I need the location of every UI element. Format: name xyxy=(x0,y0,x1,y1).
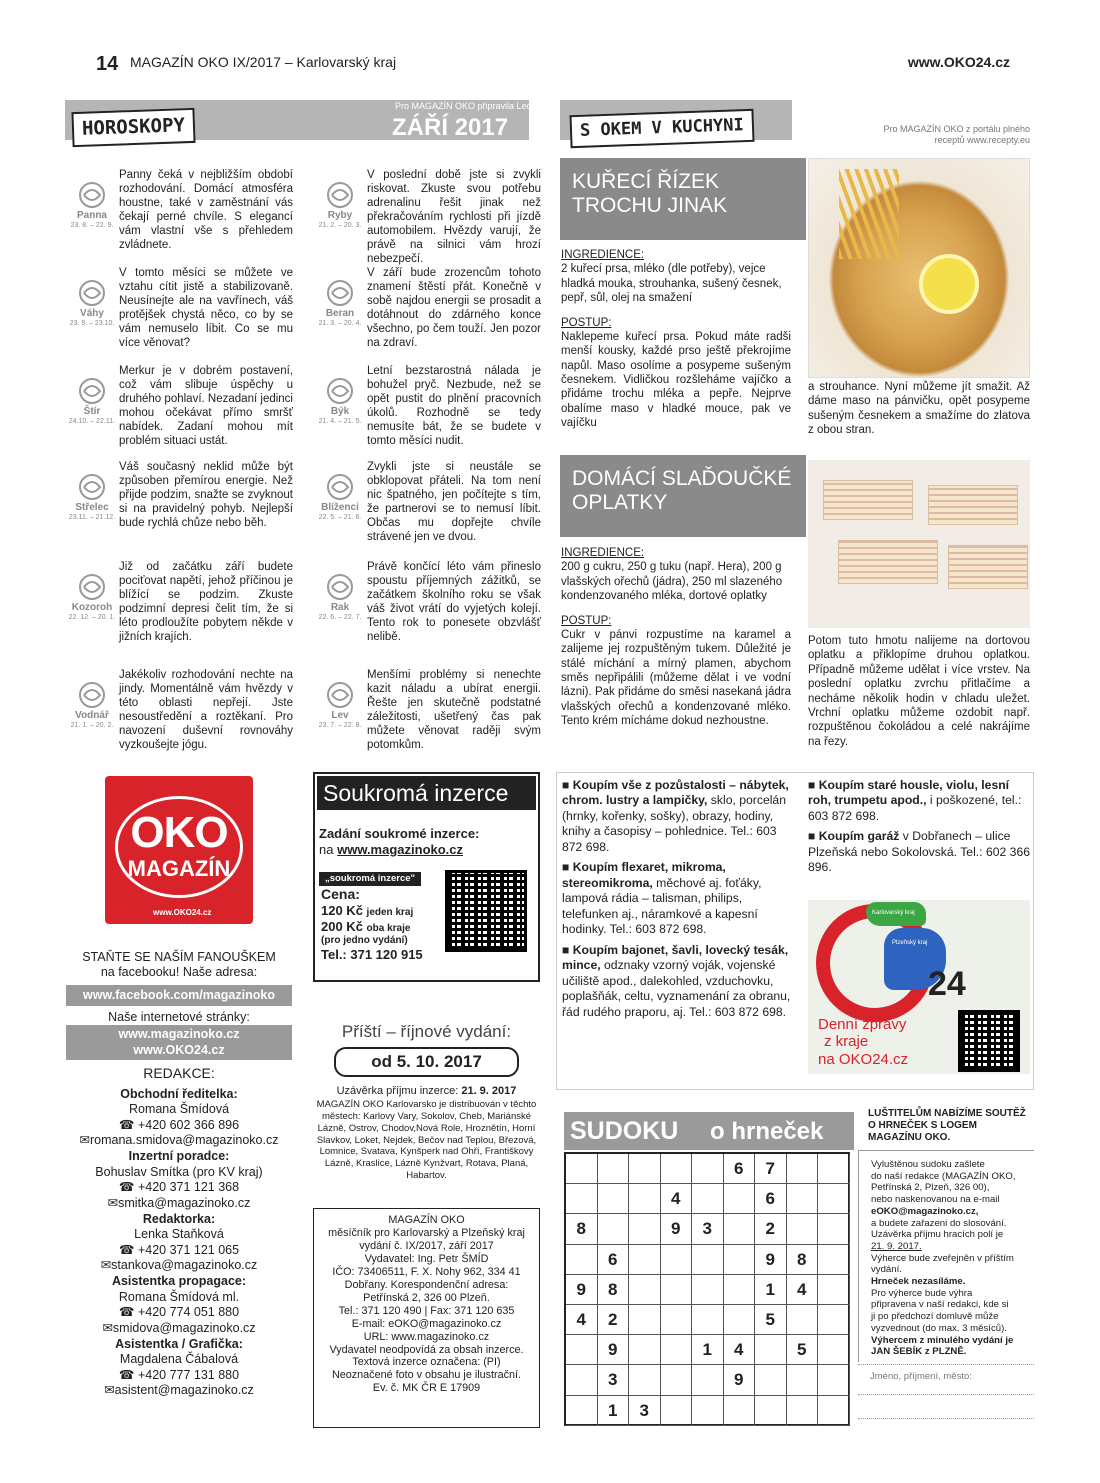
sudoku-cell[interactable] xyxy=(818,1335,850,1365)
sudoku-name-line xyxy=(858,1418,1034,1419)
sudoku-cell[interactable] xyxy=(629,1365,661,1395)
sudoku-info-line: vyzvednout (do max. 3 měsíců). xyxy=(871,1322,1007,1334)
ads-price2-note: oba kraje xyxy=(366,922,411,934)
recipe2-procedure-label: POSTUP: xyxy=(561,614,612,627)
zodiac-icon xyxy=(313,278,367,308)
zodiac-icon xyxy=(65,278,119,308)
zodiac-name: Vodnář xyxy=(75,710,109,721)
sudoku-cell[interactable] xyxy=(818,1214,850,1244)
ads-price1-note: jeden kraj xyxy=(366,906,414,918)
sudoku-name-field[interactable]: Jméno, příjmení, město: xyxy=(858,1364,1034,1383)
sudoku-cell[interactable] xyxy=(629,1214,661,1244)
sudoku-cell[interactable]: 8 xyxy=(598,1275,630,1305)
recipe2-ingredients: 200 g cukru, 250 g tuku (např. Hera), 200 g vlašských ořechů (jádra), 250 ml slazeného kondenzovaného mléka, dortové oplatky xyxy=(561,561,783,603)
ads-price1: 120 Kč xyxy=(321,902,363,918)
sudoku-winner: Výhercem z minulého vydání je JAN ŠEBÍK z PLZNĚ. xyxy=(871,1334,1014,1358)
horoscope-text: Merkur je v dobrém postavení, což vám slibuje úspěchy u druhého pohlaví. Nezadaní jedinci mohou očekávat přímo smršť nabídek. Zadaní mohou mít problém situaci ustát. xyxy=(119,365,293,448)
sudoku-cell[interactable]: 4 xyxy=(661,1184,693,1214)
zodiac-dates: 22. 5. – 21. 6. xyxy=(318,514,362,522)
zodiac-icon xyxy=(313,180,367,210)
ad-4-text: i poškozené, tel.: 603 872 698. xyxy=(808,793,1022,823)
recipe1-procedure-cont: a strouhance. Nyní můžeme jít smažit. Až dáme maso na pánvičku, opět posypeme sušeným česnekem a smažíme do zlatova z obou stran. xyxy=(808,381,1030,437)
web-link-magazinoko[interactable]: www.magazinoko.cz xyxy=(118,1027,240,1041)
recipe1-procedure: Naklepeme kuřecí prsa. Pokud máte radši menší kousky, každé prso ještě překrojíme napůl. Maso osolíme a posypeme sušeným česnekem. Vidličkou rozšleháme vajíčko a přidáme trochu mléka a pepře. Nejprve obalíme maso v hladké mouce, pak ve vajíčku xyxy=(561,330,791,430)
zodiac-dates: 21. 1. – 20. 2. xyxy=(70,722,114,730)
staff-phone: ☎ +420 777 131 880 xyxy=(118,1367,240,1382)
zodiac-dates: 22. 12. – 20. 1. xyxy=(68,614,116,622)
zodiac-name: Lev xyxy=(331,710,349,721)
logo-magazin: MAGAZÍN xyxy=(127,856,231,881)
sudoku-cell[interactable]: 1 xyxy=(755,1275,787,1305)
classified-left xyxy=(562,778,792,1025)
recipe1-body xyxy=(561,248,791,431)
staff-email[interactable]: ✉stankova@magazinoko.cz xyxy=(100,1258,258,1273)
sudoku-info-line: Pro výherce bude výhra xyxy=(871,1287,973,1299)
imprint-line: Ev. č. MK ČR E 17909 xyxy=(372,1382,481,1395)
ad-3: ■ Koupím bajonet, šavli, lovecký tesák, mince, odznaky vzorný voják, vojenské učiliště apod., dalekohled, vzduchovku, poplašňák, celtu, vyznamenání za obranu, řád rudého praporu, aj. Tel.: 603 872 698. xyxy=(562,942,791,1019)
sudoku-cell[interactable] xyxy=(787,1365,819,1395)
kitchen-stamp: S OKEM V KUCHYNI xyxy=(569,109,754,148)
sudoku-cell[interactable]: 2 xyxy=(598,1305,630,1335)
zodiac-icon xyxy=(65,680,119,710)
deadline-label: Uzávěrka příjmu inzerce: xyxy=(336,1085,459,1098)
sudoku-cell[interactable] xyxy=(724,1245,756,1275)
imprint-line: MAGAZÍN OKO xyxy=(388,1214,465,1226)
zodiac-icon xyxy=(65,180,119,210)
zodiac-dates: 23.11. – 21.12. xyxy=(68,514,116,522)
sudoku-cell[interactable] xyxy=(755,1396,787,1426)
sudoku-cell[interactable] xyxy=(661,1365,693,1395)
sudoku-cell[interactable]: 8 xyxy=(787,1245,819,1275)
zodiac-dates: 22. 6. – 22. 7. xyxy=(318,614,362,622)
recipe2-procedure-cont: Potom tuto hmotu nalijeme na dortovou oplatku a přiklopíme druhou oplatkou. Případně můžeme udělat i více vrstev. Na poslední oplatku zvrchu přitlačíme a necháme několik hodin v chladu uležet. Vrchní oplatku můžeme ozdobit např. rozpuštěnou čokoládou a celé nakrájíme na řezy. xyxy=(808,635,1030,748)
sudoku-cell[interactable] xyxy=(629,1184,661,1214)
horoscope-credit: Pro MAGAZÍN OKO připravila Leona xyxy=(395,101,542,111)
recipe1-procedure-label: POSTUP: xyxy=(561,316,612,329)
staff-role: Asistentka propagace: xyxy=(111,1274,247,1288)
staff-role: Inzertní poradce: xyxy=(128,1149,230,1163)
sudoku-cell[interactable]: 3 xyxy=(598,1365,630,1395)
zodiac-name: Štír xyxy=(83,406,101,417)
ad-1-text: sklo, porcelán (hrnky, kořenky, sošky), obrazy, hodiny, knihy a časopisy – pohlednice. Tel.: 603 872 698. xyxy=(562,793,786,854)
ads-price2: 200 Kč xyxy=(321,918,363,934)
horoscope-stamp: HOROSKOPY xyxy=(71,108,195,147)
next-issue-label: Příští – říjnové vydání: xyxy=(341,1022,512,1041)
sudoku-cell[interactable] xyxy=(629,1305,661,1335)
sudoku-cell[interactable] xyxy=(629,1245,661,1275)
zodiac-icon xyxy=(313,472,367,502)
sudoku-cell[interactable] xyxy=(818,1365,850,1395)
imprint-line: Vydavatel neodpovídá za obsah inzerce. xyxy=(329,1343,524,1356)
oko24-text1: Denní zprávy xyxy=(818,1016,907,1033)
recipe1-ingredients-label: INGREDIENCE: xyxy=(561,249,645,261)
sudoku-cell[interactable] xyxy=(566,1365,598,1395)
horoscope-text: Váš současný neklid může být způsoben přemírou energie. Než přijde podzim, snažte se zvyknout si na pravidelný pohyb. Nejlepší bude rychlá chůze nebo běh. xyxy=(119,461,293,530)
sudoku-cell[interactable]: 5 xyxy=(755,1305,787,1335)
recipe2-body xyxy=(561,546,791,729)
horoscope-text: Zvykli jste si neustále se obklopovat přáteli. Na tom není nic špatného, jen počítejte s tím, že partnerovi se to nemusí líbit. Občas mu dopřejte chvíle strávené jen ve dvou. xyxy=(367,461,541,544)
zodiac-name: Ryby xyxy=(327,210,353,221)
recipe1-title-line1: KUŘECÍ ŘÍZEK xyxy=(572,170,720,193)
sudoku-cell[interactable]: 4 xyxy=(787,1275,819,1305)
sudoku-cell[interactable] xyxy=(661,1275,693,1305)
horoscope-text: V poslední době jste si zvykli riskovat. Zkuste svou potřebu adrenalinu řešit jinak než překračováním rychlosti při jízdě automobilem. Hvězdy varují, že právě na silnici vám hrozí nebezpečí. xyxy=(367,169,541,266)
horoscope-text: V tomto měsíci se můžete ve vztahu cítit jistě a stabilizovaně. Neusínejte ale na vavřínech, váš protějšek chystá něco, co by se vám nemuselo líbit. Co se mu více věnovat? xyxy=(119,267,293,350)
sudoku-cell[interactable] xyxy=(598,1214,630,1244)
sudoku-cell[interactable] xyxy=(724,1305,756,1335)
sudoku-cell[interactable]: 1 xyxy=(598,1396,630,1426)
sudoku-cell[interactable] xyxy=(787,1305,819,1335)
sudoku-cell[interactable] xyxy=(724,1214,756,1244)
sudoku-cell[interactable] xyxy=(692,1305,724,1335)
zodiac-sign-štír xyxy=(65,376,119,427)
zodiac-icon xyxy=(65,376,119,406)
recipe2-procedure: Cukr v pánvi rozpustíme na karamel a zalijeme jej rozpuštěným tukem. Důležité je stálé míchání a mírný plamen, abychom směs nepřipálili (můžeme dělat i ve vodní lázni). Pak přidáme do směsi nasekaná jádra vlašských ořechů a kondenzované mléko. Tento krém mícháme dokud nezhoustne. xyxy=(561,628,791,728)
sudoku-info-line: Uzávěrka příjmu hracích polí je xyxy=(871,1229,1004,1241)
schnitzel-photo xyxy=(808,158,1030,378)
sudoku-cell[interactable]: 6 xyxy=(755,1184,787,1214)
zodiac-dates: 21. 4. – 21. 5. xyxy=(318,418,362,426)
sudoku-grid[interactable] xyxy=(564,1152,850,1426)
recipe1-ingredients: 2 kuřecí prsa, mléko (dle potřeby), vejce hladká mouka, strouhanka, sušený česnek, pepř, sůl, olej na smažení xyxy=(561,263,782,305)
zodiac-sign-rak xyxy=(313,572,367,623)
sudoku-cell[interactable] xyxy=(661,1154,693,1184)
zodiac-dates: 24.10. – 22.11. xyxy=(68,418,116,426)
classified-right xyxy=(808,778,1030,881)
sudoku-cell[interactable] xyxy=(566,1335,598,1365)
staff-email[interactable]: ✉asistent@magazinoko.cz xyxy=(104,1383,254,1398)
zodiac-icon xyxy=(65,472,119,502)
sudoku-cell[interactable]: 2 xyxy=(755,1214,787,1244)
oko24-text2: z kraje xyxy=(824,1033,869,1051)
zodiac-name: Býk xyxy=(330,406,350,417)
sudoku-cell[interactable]: 4 xyxy=(724,1335,756,1365)
sudoku-title: SUDOKU xyxy=(570,1117,679,1145)
staff-phone: ☎ +420 371 121 368 xyxy=(118,1180,240,1195)
site-link[interactable]: www.OKO24.cz xyxy=(907,54,1010,70)
zodiac-sign-ryby xyxy=(313,180,367,231)
sudoku-cell[interactable] xyxy=(661,1396,693,1426)
imprint-line: URL: www.magazinoko.cz xyxy=(363,1330,490,1343)
sudoku-cell[interactable] xyxy=(661,1335,693,1365)
oko24-text3: na OKO24.cz xyxy=(818,1050,909,1068)
horoscope-right-column xyxy=(313,168,543,752)
zodiac-dates: 21. 2. – 20. 3. xyxy=(318,222,362,230)
sudoku-cell[interactable] xyxy=(755,1365,787,1395)
zodiac-icon xyxy=(313,376,367,406)
sudoku-info-line: Petřínská 2, Plzeň, 326 00), xyxy=(871,1182,990,1194)
zodiac-sign-blíženci xyxy=(313,472,367,523)
sudoku-cell[interactable] xyxy=(566,1154,598,1184)
ad-2: ■ Koupím flexaret, mikroma, stereomikroma, měchové aj. foťáky, lampová rádia – talisman, philips, telefunken aj., náramkové a kapesní hodinky. Tel.: 603 872 698. xyxy=(562,860,762,937)
ad-2-text: měchové aj. foťáky, lampová rádia – talisman, philips, telefunken aj., náramkové a kapesní hodinky. Tel.: 603 872 698. xyxy=(562,875,762,937)
next-issue xyxy=(313,1022,540,1182)
sudoku-deadline: 21. 9. 2017. xyxy=(871,1240,922,1252)
sudoku-cell[interactable] xyxy=(755,1335,787,1365)
zodiac-dates: 23. 8. – 22. 9. xyxy=(70,222,114,230)
staff-phone: ☎ +420 371 121 065 xyxy=(118,1242,240,1257)
ad-5: ■ Koupím garáž v Dobřanech – ulice Plzeňská nebo Sokolovská. Tel.: 602 366 896. xyxy=(808,829,1031,875)
recipe1-title-line2: TROCHU JINAK xyxy=(572,194,728,218)
sudoku-info-line: vydání. xyxy=(871,1264,902,1276)
sudoku-email[interactable]: eOKO@magazinoko.cz, xyxy=(871,1205,979,1217)
recipe1-title xyxy=(560,158,806,240)
ad-4: ■ Koupím staré housle, violu, lesní roh, trumpetu apod., i poškozené, tel.: 603 872 698. xyxy=(808,778,1022,823)
zodiac-sign-beran xyxy=(313,278,367,329)
sudoku-cell[interactable] xyxy=(724,1396,756,1426)
sudoku-cell[interactable] xyxy=(566,1184,598,1214)
private-ads-box xyxy=(313,772,540,982)
zodiac-icon xyxy=(313,572,367,602)
zodiac-name: Kozoroh xyxy=(71,602,113,613)
fan-section xyxy=(66,950,292,1060)
horoscope-month: ZÁŘÍ 2017 xyxy=(392,114,509,141)
zodiac-sign-kozoroh xyxy=(65,572,119,623)
imprint-line: E-mail: eOKO@magazinoko.cz xyxy=(351,1317,502,1330)
zodiac-name: Beran xyxy=(325,308,355,319)
zodiac-icon xyxy=(65,572,119,602)
oko24-ad[interactable] xyxy=(808,900,1030,1074)
staff-email[interactable]: ✉smidova@magazinoko.cz xyxy=(102,1320,256,1335)
zodiac-sign-lev xyxy=(313,680,367,731)
sudoku-cell[interactable] xyxy=(692,1396,724,1426)
horoscope-text: Panny čeká v nejbližším období rozhodování. Domácí atmosféra houstne, také v zaměstnání vás čekají perné chvíle. S elegancí vám vlastní vše s přehledem zvládnete. xyxy=(119,169,293,252)
zodiac-name: Blíženci xyxy=(321,502,359,513)
sudoku-name-line xyxy=(858,1394,1034,1395)
sudoku-cell[interactable] xyxy=(818,1245,850,1275)
sudoku-promo: LUŠTITELŮM NABÍZÍME SOUTĚŽ O HRNEČEK S LOGEM MAGAZÍNU OKO. xyxy=(868,1108,1026,1143)
sudoku-cell[interactable]: 6 xyxy=(724,1154,756,1184)
sudoku-subtitle: o hrneček xyxy=(710,1118,824,1145)
ads-price-label: Cena: xyxy=(321,886,360,902)
imprint-line: Dobřany. Korespondenční adresa: xyxy=(344,1278,509,1291)
sudoku-info-line: Vyluštěnou sudoku zašlete xyxy=(871,1159,985,1170)
recipe2-title-line1: DOMÁCÍ SLAĎOUČKÉ xyxy=(572,467,792,490)
ads-qr-label: „soukromá inzerce" xyxy=(319,872,421,886)
staff-email[interactable]: ✉romana.smidova@magazinoko.cz xyxy=(79,1133,279,1148)
staff-role: Obchodní ředitelka: xyxy=(120,1086,238,1101)
zodiac-dates: 23. 9. – 23.10. xyxy=(69,320,115,328)
sudoku-cell[interactable] xyxy=(818,1154,850,1184)
sudoku-cell[interactable] xyxy=(629,1275,661,1305)
sudoku-cell[interactable] xyxy=(661,1245,693,1275)
oko24-qr-code[interactable] xyxy=(958,1010,1020,1072)
staff-email[interactable]: ✉smitka@magazinoko.cz xyxy=(107,1195,251,1210)
sudoku-cell[interactable] xyxy=(818,1396,850,1426)
oko24-region1: Karlovarský kraj xyxy=(866,902,926,926)
staff-phone: ☎ +420 602 366 896 xyxy=(118,1117,240,1132)
ads-phone: Tel.: 371 120 915 xyxy=(321,946,423,962)
sudoku-cell[interactable]: 9 xyxy=(724,1365,756,1395)
imprint-line: Tel.: 371 120 490 | Fax: 371 120 635 xyxy=(338,1304,515,1317)
next-issue-date: od 5. 10. 2017 xyxy=(334,1047,519,1078)
zodiac-name: Váhy xyxy=(80,308,104,319)
staff-name: Lenka Staňková xyxy=(134,1227,224,1242)
sudoku-cell[interactable] xyxy=(598,1154,630,1184)
sudoku-info-line: Výherce bude zveřejněn v příštím xyxy=(871,1252,1014,1264)
horoscope-text: Právě končící léto vám přineslo spoustu příjemných zážitků, se začátkem školního roku se však váš život vrátí do vyjetých kolejí. Tento rok to ponesete obzvlášť nelibě. xyxy=(367,561,541,644)
logo-oko: OKO xyxy=(130,808,228,857)
issue-label: MAGAZÍN OKO IX/2017 – Karlovarský kraj xyxy=(130,54,397,70)
horoscope-left-column xyxy=(65,168,295,752)
recipe2-title xyxy=(560,455,806,537)
horoscope-text: Letní bezstarostná nálada je bohužel pryč. Nezbude, než se opět pustit do plnění pracovních úkolů. Rozhodně se tedy nemusíte bát, že se budete v tomto měsíci nudit. xyxy=(367,365,541,448)
distribution-cities: MAGAZÍN OKO Karlovarsko je distribuován v těchto městech: Karlovy Vary, Sokolov, Cheb, Mariánské Lázně, Ostrov, Chodov,Nová Role, Hroznětín, Horní Slavkov, Loket, Nejdek, Bečov nad Teplou, Březová, Lomnice, Svatava, Kynšperk nad Ohří, Františkovy Lázně, Kraslice, Lázně Kynžvart, Rotava, Planá, Habartov. xyxy=(316,1098,537,1182)
sudoku-cell[interactable] xyxy=(787,1154,819,1184)
zodiac-dates: 21. 3. – 20. 4. xyxy=(318,320,362,328)
ad-3-text: odznaky vzorný voják, vojenské učiliště apod., dalekohled, vzduchovku, poplašňák, celtu, vyznamenání za obranu, řád rudého praporu, aj. Tel.: 603 872 698. xyxy=(562,958,791,1019)
recipe2-title-line2: OPLATKY xyxy=(572,491,668,515)
ad-1: ■ Koupím vše z pozůstalosti – nábytek, chrom. lustry a lampičky, sklo, porcelán (hrnky, kořenky, sošky), obrazy, hodiny, knihy a časopisy – pohlednice. Tel.: 603 872 698. xyxy=(562,778,789,854)
oko24-number: 24 xyxy=(928,965,966,1003)
redakce-title: REDAKCE: xyxy=(143,1065,215,1081)
sudoku-info-line: do naší redakce (MAGAZÍN OKO, xyxy=(871,1170,1016,1182)
imprint-line: Textová inzerce označena: (PI) xyxy=(352,1356,501,1369)
sudoku-cell[interactable]: 9 xyxy=(661,1214,693,1244)
zodiac-sign-váhy xyxy=(65,278,119,329)
imprint-line: měsíčník pro Karlovarský a Plzeňský kraj xyxy=(328,1226,525,1239)
ad-2-heading: Koupím flexaret, mikroma, stereomikroma, xyxy=(562,860,726,890)
ad-3-heading: Koupím bajonet, šavli, lovecký tesák, mince, xyxy=(562,942,789,973)
zodiac-dates: 23. 7. – 22. 8. xyxy=(318,722,362,730)
ad-5-text: v Dobřanech – ulice Plzeňská nebo Sokolovská. Tel.: 602 366 896. xyxy=(808,829,1031,875)
sudoku-cell[interactable] xyxy=(692,1184,724,1214)
sudoku-info-line: a budete zařazeni do slosování. xyxy=(871,1217,1007,1229)
horoscope-text: Již od začátku září budete pociťovat napětí, jehož příčinou je blížící se podzim. Zkuste podzimní depresi čelit tím, že si léto prodloužíte pobytem někde v jižních krajích. xyxy=(119,561,293,644)
sudoku-cell[interactable] xyxy=(692,1365,724,1395)
imprint-line: Petřínská 2, 326 00 Plzeň. xyxy=(363,1291,490,1304)
recipe2-ingredients-label: INGREDIENCE: xyxy=(561,547,645,559)
sudoku-cell[interactable] xyxy=(724,1184,756,1214)
staff-name: Romana Šmídová ml. xyxy=(118,1289,240,1304)
sudoku-cell[interactable] xyxy=(787,1184,819,1214)
sudoku-cell[interactable] xyxy=(692,1154,724,1184)
sudoku-header xyxy=(564,1112,854,1150)
deadline-date: 21. 9. 2017 xyxy=(461,1085,517,1098)
web-link-oko24[interactable]: www.OKO24.cz xyxy=(133,1042,225,1057)
imprint-line: Vydavatel: Ing. Petr ŠMÍD xyxy=(364,1252,489,1265)
oko24-region2: Plzeňský kraj xyxy=(884,928,946,990)
sudoku-cell[interactable] xyxy=(692,1275,724,1305)
sudoku-cell[interactable]: 3 xyxy=(629,1396,661,1426)
zodiac-sign-střelec xyxy=(65,472,119,523)
staff-name: Romana Šmídová xyxy=(128,1102,230,1117)
horoscope-text: Menšími problémy si nenechte kazit náladu a ubírat energii. Řešte jen skutečně podstatné záležitosti, ušetřený čas pak můžete věnovat raději svým potomkům. xyxy=(367,669,541,752)
sudoku-cell[interactable]: 9 xyxy=(598,1335,630,1365)
zodiac-sign-býk xyxy=(313,376,367,427)
ad-4-heading: Koupím staré housle, violu, lesní roh, trumpetu apod., xyxy=(808,778,1010,808)
sudoku-cell[interactable]: 3 xyxy=(692,1214,724,1244)
ads-instruction: Zadání soukromé inzerce: xyxy=(319,826,480,842)
sudoku-info-line: ji po předchozí domluvě může xyxy=(871,1311,999,1323)
sudoku-cell[interactable] xyxy=(692,1245,724,1275)
sudoku-cell[interactable] xyxy=(598,1184,630,1214)
sudoku-cell[interactable]: 8 xyxy=(566,1214,598,1244)
sudoku-no-shipping: Hrneček nezasíláme. xyxy=(871,1276,966,1288)
sudoku-cell[interactable] xyxy=(818,1275,850,1305)
sudoku-info xyxy=(858,1150,1034,1362)
sudoku-cell[interactable] xyxy=(629,1154,661,1184)
zodiac-name: Střelec xyxy=(75,502,109,513)
wafer-photo xyxy=(808,460,1030,628)
staff-name: Magdalena Čábalová xyxy=(119,1352,239,1367)
sudoku-cell[interactable] xyxy=(724,1275,756,1305)
sudoku-cell[interactable]: 4 xyxy=(566,1305,598,1335)
zodiac-sign-vodnář xyxy=(65,680,119,731)
ads-price-note: (pro jedno vydání) xyxy=(321,934,408,946)
fan-line1: STAŇTE SE NAŠÍM FANOUŠKEM xyxy=(82,950,276,964)
ads-na: na xyxy=(319,841,334,857)
ad-5-heading: Koupím garáž xyxy=(818,829,900,844)
editorial-staff xyxy=(66,1065,292,1399)
sudoku-cell[interactable]: 7 xyxy=(755,1154,787,1184)
sudoku-cell[interactable] xyxy=(818,1184,850,1214)
sudoku-cell[interactable]: 1 xyxy=(692,1335,724,1365)
sudoku-info-line: připravena v naší redakci, kde si xyxy=(871,1299,1009,1311)
sudoku-cell[interactable]: 6 xyxy=(598,1245,630,1275)
ads-url[interactable]: www.magazinoko.cz xyxy=(337,841,464,857)
zodiac-name: Rak xyxy=(330,602,350,613)
horoscope-text: V září bude zrozencům tohoto znamení štěstí přát. Konečně v sobě najdou energii se prosadit a dotáhnout do zdárného konce všechno, po čem touží. Jen pozor na zdraví. xyxy=(367,267,541,350)
page-header xyxy=(96,52,1010,74)
sudoku-cell[interactable]: 9 xyxy=(566,1275,598,1305)
sudoku-cell[interactable]: 9 xyxy=(755,1245,787,1275)
zodiac-name: Panna xyxy=(76,210,107,221)
sudoku-cell[interactable] xyxy=(566,1396,598,1426)
page-number: 14 xyxy=(96,53,119,75)
imprint-line: IČO: 73406511, F. X. Nohy 962, 334 41 xyxy=(332,1265,521,1278)
logo-url: www.OKO24.cz xyxy=(153,908,212,917)
staff-phone: ☎ +420 774 051 880 xyxy=(118,1305,240,1320)
oko-magazin-logo xyxy=(105,776,253,924)
private-ads-title: Soukromá inzerce xyxy=(317,776,536,810)
sudoku-cell[interactable]: 5 xyxy=(787,1335,819,1365)
staff-role: Redaktorka: xyxy=(142,1211,216,1226)
horoscope-text: Jakékoliv rozhodování nechte na jindy. Momentálně vám hvězdy v této oblasti nepřejí. Jste nesoustředění a roztěkaní. Pro navození duševní rovnováhy vyzkoušejte jógu. xyxy=(119,669,293,752)
zodiac-sign-panna xyxy=(65,180,119,231)
fan-line2: na facebooku! Naše adresa: xyxy=(100,965,258,980)
imprint-line: vydání č. IX/2017, září 2017 xyxy=(359,1239,494,1252)
staff-role: Asistentka / Grafička: xyxy=(115,1336,243,1351)
kitchen-credit: Pro MAGAZÍN OKO z portálu plného receptů www.recepty.eu xyxy=(883,124,1030,145)
facebook-link[interactable]: www.facebook.com/magazinoko xyxy=(66,985,292,1006)
sudoku-cell[interactable] xyxy=(661,1305,693,1335)
staff-name: Bohuslav Smítka (pro KV kraj) xyxy=(95,1164,263,1179)
imprint-line: Neoznačené foto v obsahu je ilustrační. xyxy=(331,1369,522,1382)
web-label: Naše internetové stránky: xyxy=(108,1009,250,1024)
imprint-box xyxy=(313,1208,540,1428)
zodiac-icon xyxy=(313,680,367,710)
sudoku-cell[interactable] xyxy=(818,1305,850,1335)
sudoku-cell[interactable] xyxy=(629,1335,661,1365)
ad-1-heading: Koupím vše z pozůstalosti – nábytek, chrom. lustry a lampičky, xyxy=(562,778,789,808)
sudoku-cell[interactable] xyxy=(787,1214,819,1244)
sudoku-cell[interactable] xyxy=(566,1245,598,1275)
sudoku-cell[interactable] xyxy=(787,1396,819,1426)
ads-qr-code[interactable] xyxy=(445,870,527,952)
sudoku-info-line: nebo naskenovanou na e-mail xyxy=(871,1194,1000,1206)
